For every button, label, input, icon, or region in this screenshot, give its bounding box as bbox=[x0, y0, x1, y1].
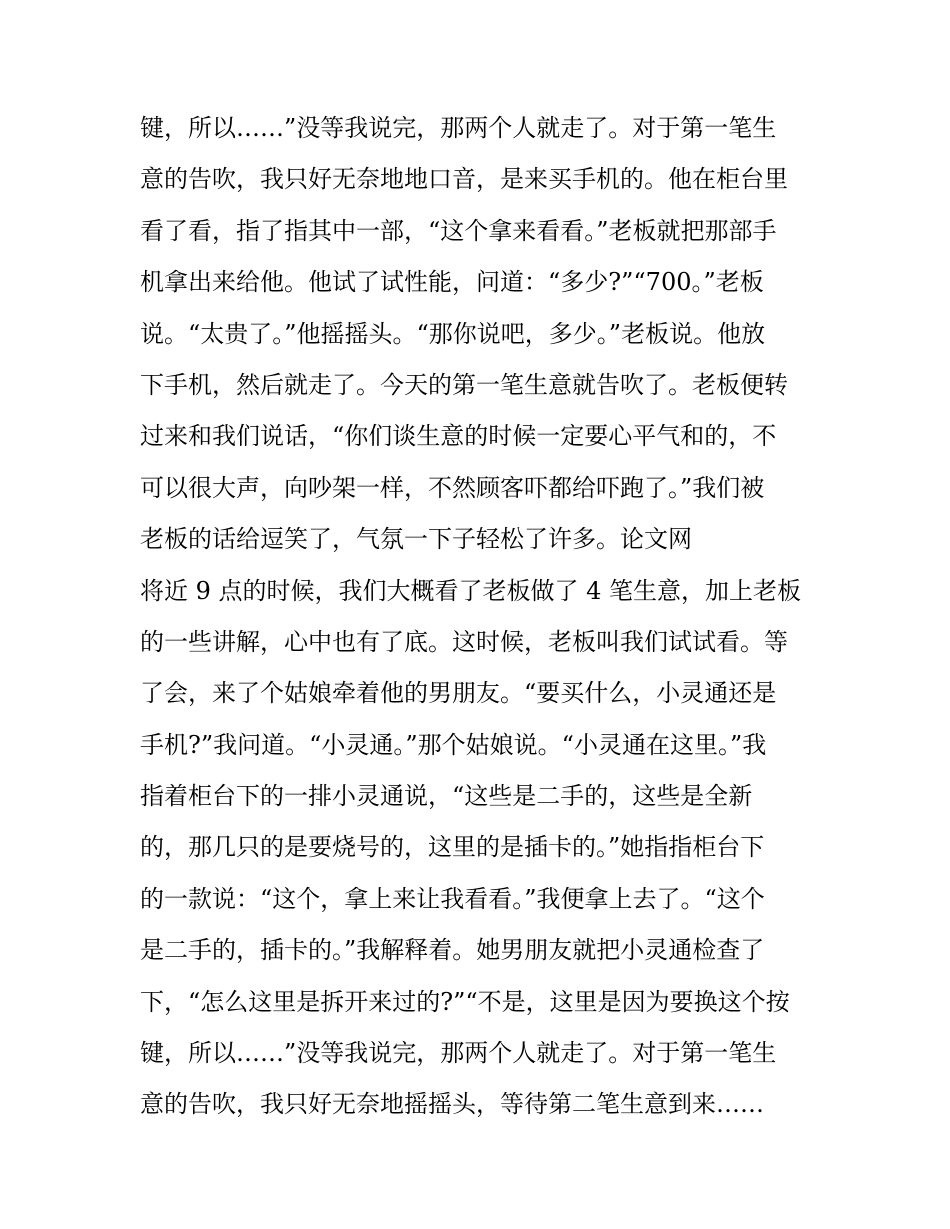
text-line: 了会，来了个姑娘牵着他的男朋友。“要买什么，小灵通还是 bbox=[140, 679, 777, 708]
text-line: 的一些讲解，心中也有了底。这时候，老板叫我们试试看。等 bbox=[140, 627, 788, 656]
text-line: 看了看，指了指其中一部，“这个拿来看看。”老板就把那部手 bbox=[140, 216, 777, 245]
text-line: 将近 9 点的时候，我们大概看了老板做了 4 笔生意，加上老板 bbox=[140, 576, 802, 605]
text-line: 指着柜台下的一排小灵通说，“这些是二手的，这些是全新 bbox=[140, 782, 753, 811]
body-text bbox=[140, 103, 830, 1131]
text-line: 可以很大声，向吵架一样，不然顾客吓都给吓跑了。”我们被 bbox=[140, 473, 765, 502]
text-line: 键，所以……”没等我说完，那两个人就走了。对于第一笔生 bbox=[140, 114, 777, 142]
text-line: 老板的话给逗笑了，气氛一下子轻松了许多。论文网 bbox=[140, 525, 692, 554]
text-line: 手机?”我问道。“小灵通。”那个姑娘说。“小灵通在这里。”我 bbox=[140, 730, 767, 759]
text-line: 意的告吹，我只好无奈地地口音，是来买手机的。他在柜台里 bbox=[140, 165, 788, 194]
text-line: 键，所以……”没等我说完，那两个人就走了。对于第一笔生 bbox=[140, 1039, 777, 1068]
text-line: 的一款说：“这个，拿上来让我看看。”我便拿上去了。“这个 bbox=[140, 884, 765, 913]
text-line: 是二手的，插卡的。”我解释着。她男朋友就把小灵通检查了 bbox=[140, 936, 765, 965]
text-line: 说。“太贵了。”他摇摇头。“那你说吧，多少。”老板说。他放 bbox=[140, 319, 766, 348]
text-line: 下手机，然后就走了。今天的第一笔生意就告吹了。老板便转 bbox=[140, 370, 788, 399]
text-line: 机拿出来给他。他试了试性能，问道：“多少?”“700。”老板 bbox=[140, 268, 764, 297]
text-line: 意的告吹，我只好无奈地摇摇头，等待第二笔生意到来…… bbox=[140, 1090, 764, 1119]
text-line: 过来和我们说话，“你们谈生意的时候一定要心平气和的，不 bbox=[140, 422, 777, 451]
text-line: 的，那几只的是要烧号的，这里的是插卡的。”她指指柜台下 bbox=[140, 833, 765, 862]
text-line: 下，“怎么这里是拆开来过的?”“不是，这里是因为要换这个按 bbox=[140, 987, 790, 1016]
